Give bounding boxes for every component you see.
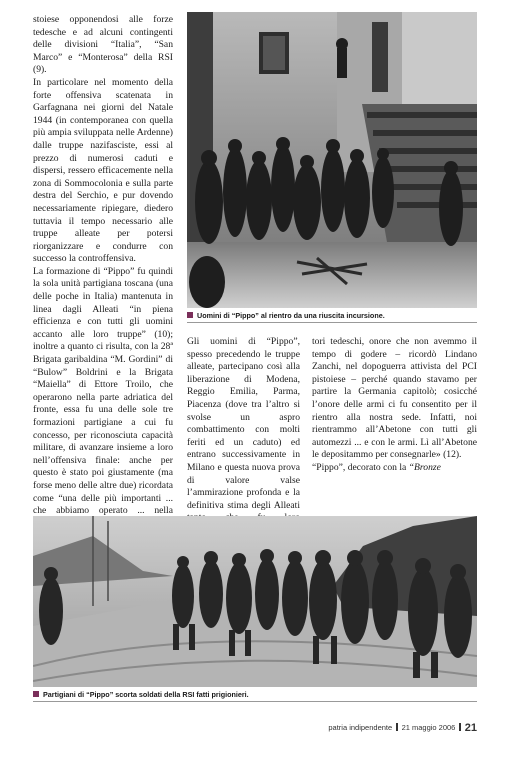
caption-rule xyxy=(187,322,477,323)
photo-caption-bottom xyxy=(33,690,249,700)
page-footer xyxy=(328,722,477,734)
paragraph: La formazione di “Pippo” fu quindi la sola unità partigiana toscana (una delle poche in Italia) mantenuta in linea dagli Alleati “in piena efficienza e con tutti gli uomini accanto alle loro truppe” (10); inoltre a quanto ci risulta, con la 28ª Brigata garibaldina “M. Gordini” di “Bulow” Boldrini e la Brigata “Maiella” di Ettore Troilo, che operarono nella parte adriatica del fronte, essa fu una delle sole tre formazioni partigiane a cui fu concesso, per riconosciuta capacità militare, di avanzare insieme a loro nell’offensiva finale: anche per questo è stato poi giustamente (ma forse meno delle altre due) ricordata come “una delle più importanti ... che abbiamo operato ... nella xyxy=(33,265,173,517)
article-column-3 xyxy=(312,336,477,475)
publication-name: patria indipendente xyxy=(328,723,393,732)
paragraph: tori tedeschi, onore che non avemmo il tempo di godere – ricordò Lindano Zanchi, nel dopoguerra attivista del PCI pistoiese – perché quando stavamo per partire la Germania capitolò; cosicché l’onore delle armi ci fu consentito per il rientro alla nostra sede. Infatti, noi rientrammo all’Abetone con tutti gli automezzi ... e con le armi. Lì all’Abetone le depositammo per consegnarle» (12). xyxy=(312,336,477,461)
photo-partisans-returning xyxy=(187,12,477,308)
article-column-1 xyxy=(33,14,173,530)
paragraph-lead: “Pippo”, decorato con la xyxy=(312,461,409,473)
caption-text: Uomini di “Pippo” al rientro da una riuscita incursione. xyxy=(197,311,385,320)
photo-caption-top xyxy=(187,311,385,321)
issue-date: 21 maggio 2006 xyxy=(401,723,456,732)
page-number: 21 xyxy=(464,722,477,734)
paragraph: In particolare nel momento della forte offensiva scatenata in Garfagnana nei giorni del Natale 1944 (in contemporanea con quella più ampia sviluppata nelle Ardenne) dalle truppe nazifasciste, essi al prezzo di numerosi caduti e dispersi, ressero efficacemente nella zona di Sommocolonia e sulla parte destra del Serchio, e pur dovendo necessariamente ripiegare, diedero tuttavia il tempo necessario alle truppe alleate per potersi riorganizzare e condurre con successo la controffensiva. xyxy=(33,76,173,265)
footer-separator xyxy=(459,723,460,731)
photo-image xyxy=(187,12,477,308)
photo-image xyxy=(33,516,477,687)
caption-marker-icon xyxy=(33,691,39,697)
caption-marker-icon xyxy=(187,312,193,318)
paragraph: Gli uomini di “Pippo”, spesso precedendo le truppe alleate, partecipano così alla liberazione di Modena, Reggio Emilia, Parma, Piacenza (dove tra l’altro si svolse un aspro combattimento con molti feriti ed un caduto) ed entrano successivamente in Milano e questa nuova prova di valore valse l’ammirazione profonda e la definitiva stima degli Alleati xyxy=(187,336,300,511)
paragraph: stoiese opponendosi alle forze tedesche e ad alcuni contingenti delle divisioni “Italia”, “San Marco” e “Monterosa” della RSI (9). xyxy=(33,14,173,76)
photo-prisoners-escort xyxy=(33,516,477,687)
footer-separator xyxy=(396,723,397,731)
caption-rule xyxy=(33,701,477,702)
caption-text: Partigiani di “Pippo” scorta soldati della RSI fatti prigionieri. xyxy=(43,690,249,699)
italic-fragment: “Bronze xyxy=(408,461,441,473)
paragraph xyxy=(312,462,477,475)
